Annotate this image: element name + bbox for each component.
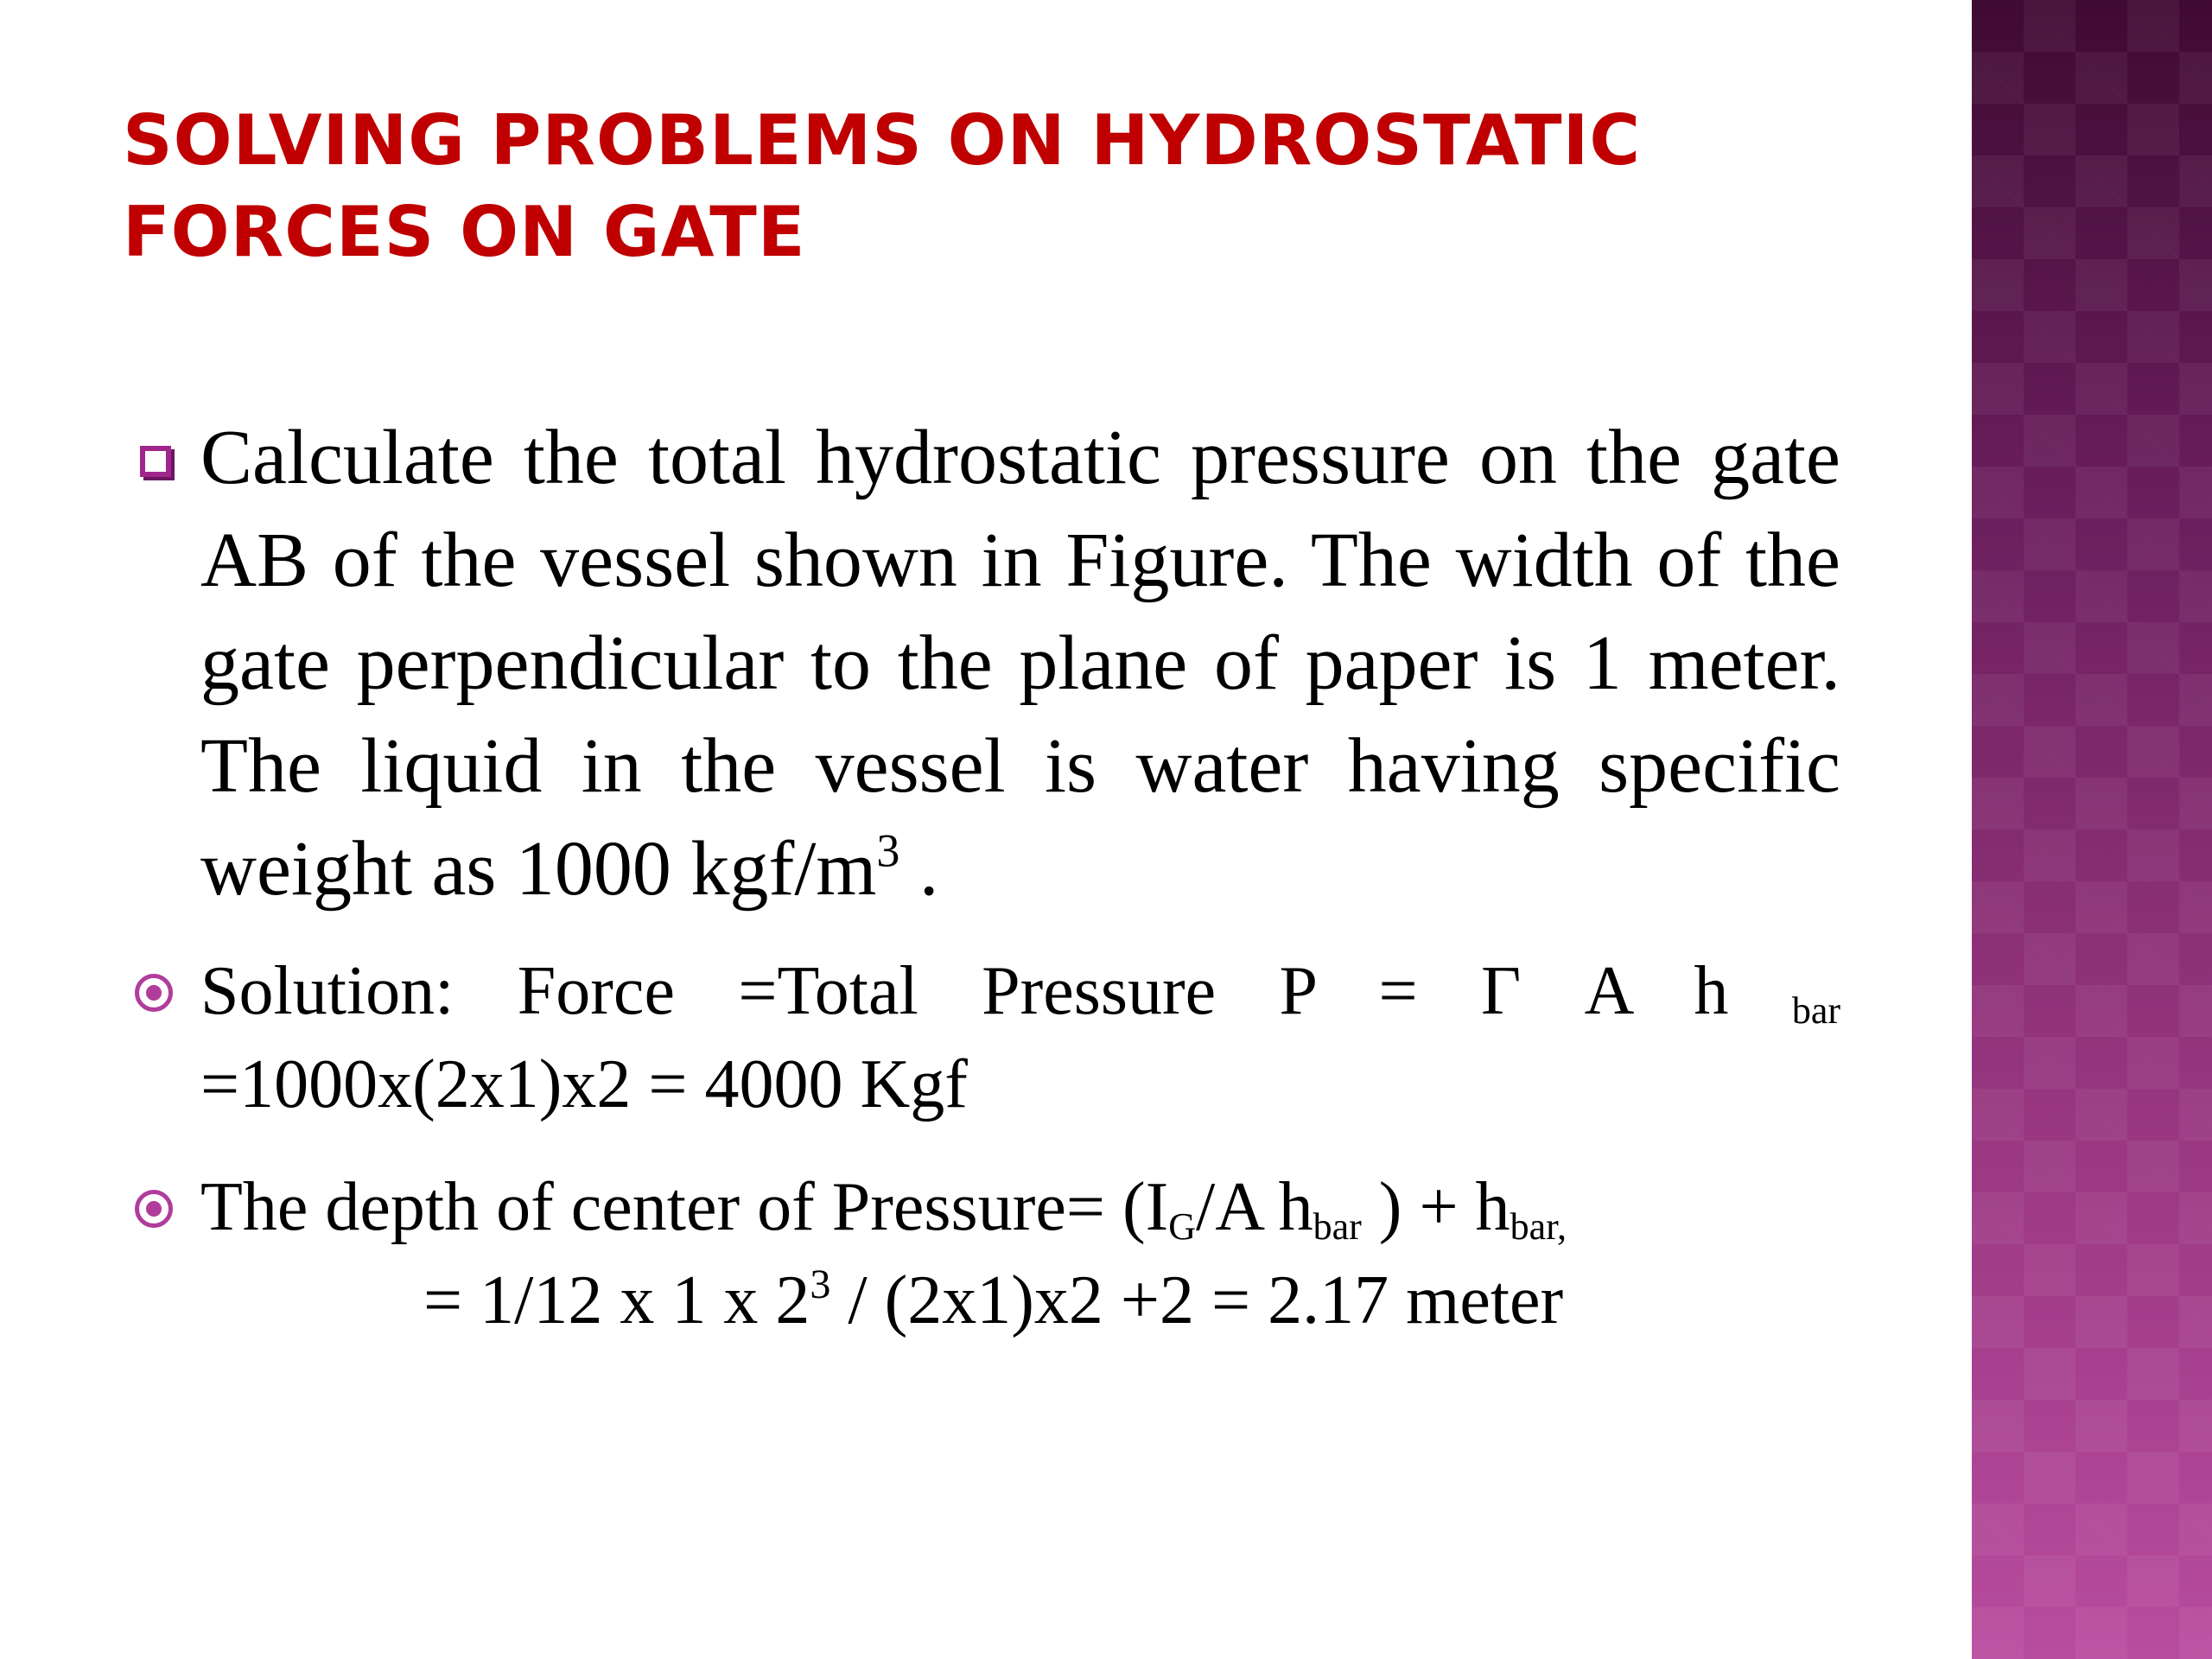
center-of-pressure-lead: The depth of center of Pressure= (I xyxy=(200,1169,1169,1245)
slide-body xyxy=(130,406,1840,1347)
cubic-exponent: 3 xyxy=(876,824,900,877)
h-bar-subscript-2: bar, xyxy=(1510,1205,1567,1248)
center-of-pressure-mid: /A h xyxy=(1196,1169,1313,1245)
slide-title: SOLVING PROBLEMS ON HYDROSTATIC FORCES ON GATE xyxy=(123,100,1642,272)
solution-bullet xyxy=(130,944,1840,1131)
circle-bullet-icon xyxy=(135,974,173,1012)
center-of-pressure-formula xyxy=(200,1254,1840,1347)
solution-text-end: =1000x(2x1)x2 = 4000 Kgf xyxy=(200,1046,968,1122)
circle-bullet-icon xyxy=(135,1190,173,1228)
decorative-side-band xyxy=(1972,0,2212,1659)
problem-statement-text: Calculate the total hydrostatic pressure on the gate AB of the vessel shown in Figure. The width of the gate perpendicular to the plane of paper is 1 meter. The liquid in the vessel is water having specific weight as 1000 kgf/m xyxy=(200,415,1840,912)
side-band-pattern xyxy=(1972,0,2212,1659)
formula-part-b: / (2x1)x2 +2 = 2.17 meter xyxy=(830,1262,1564,1338)
h-bar-subscript: bar xyxy=(1791,989,1840,1032)
solution-text-start: Solution: Force =Total Pressure P = Γ A h xyxy=(200,953,1792,1029)
center-of-pressure-bullet xyxy=(130,1160,1840,1347)
problem-statement-tail: . xyxy=(899,826,939,912)
ig-subscript: G xyxy=(1168,1205,1197,1248)
formula-part-a: = 1/12 x 1 x 2 xyxy=(423,1262,810,1338)
square-bullet-icon xyxy=(140,446,171,477)
h-bar-subscript-1: bar xyxy=(1313,1205,1362,1248)
center-of-pressure-close: ) + h xyxy=(1361,1169,1510,1245)
problem-statement-bullet xyxy=(130,406,1840,920)
formula-exponent: 3 xyxy=(810,1262,831,1308)
